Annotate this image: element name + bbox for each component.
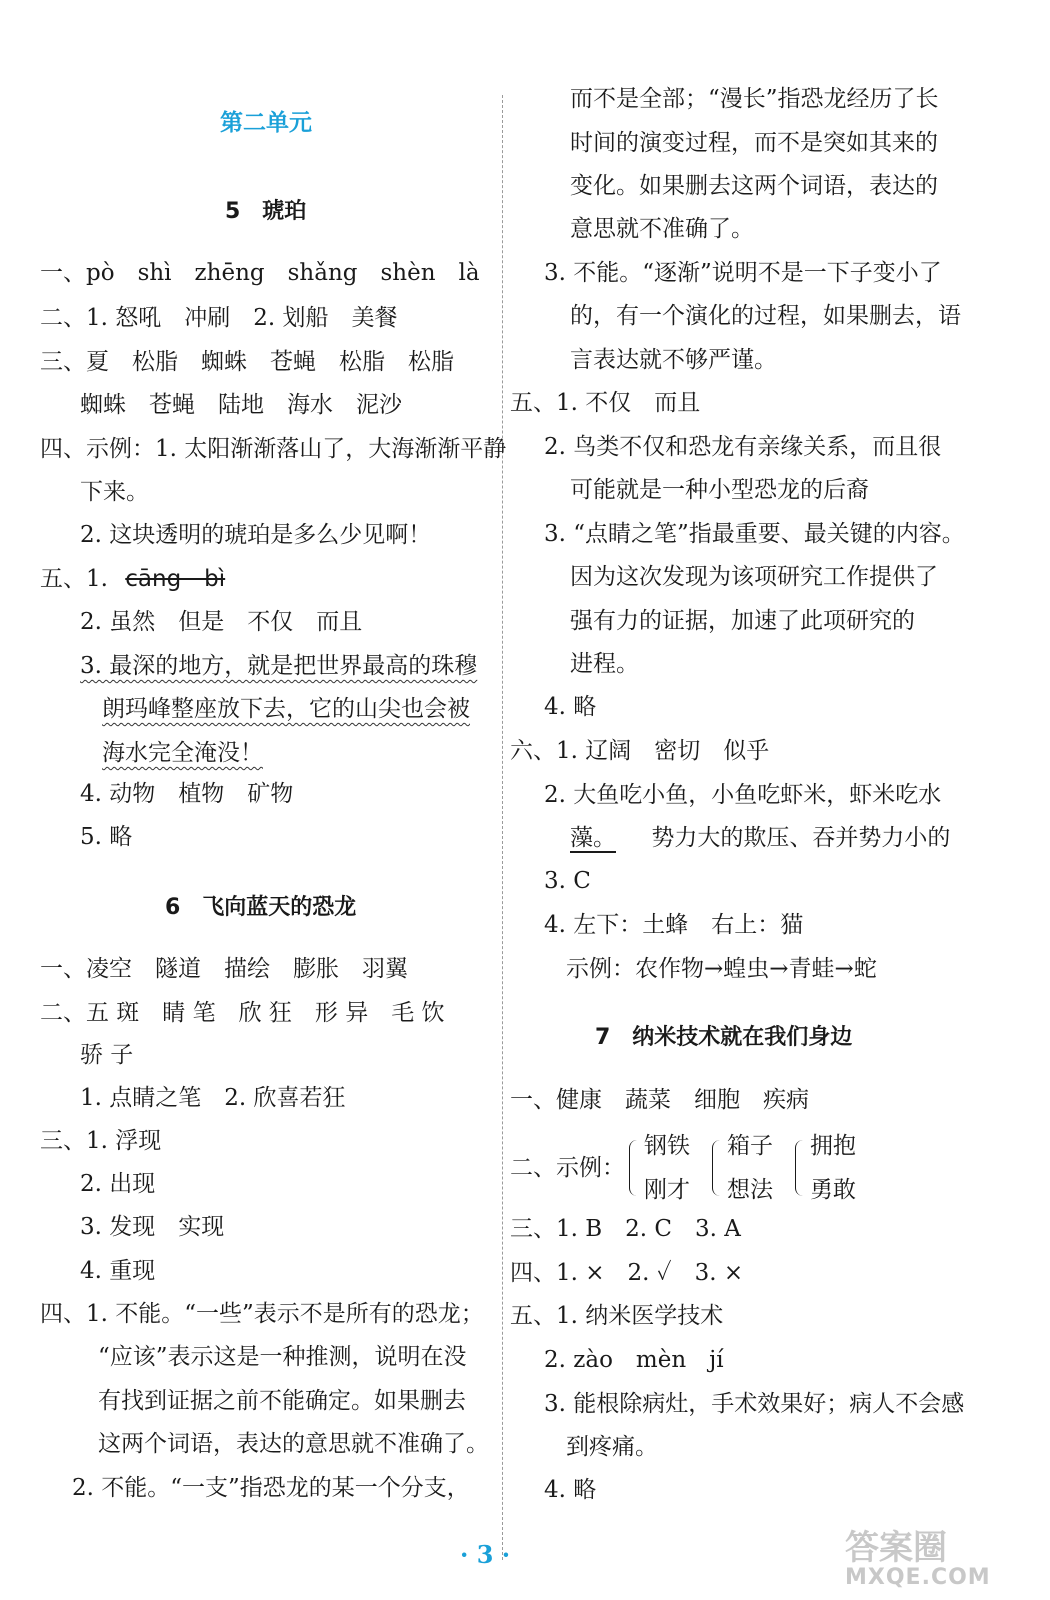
lesson6-title: 6 飞向蓝天的恐龙 xyxy=(165,895,357,920)
r-line21: 示例：农作物→蝗虫→青蛙→蛇 xyxy=(566,956,877,982)
l6-line9: 四、1. 不能。“一些”表示不是所有的恐龙； xyxy=(40,1301,484,1327)
lesson5-title: 5 琥珀 xyxy=(225,199,307,224)
l7-line7: 3. 能根除病灶，手术效果好；病人不会感 xyxy=(544,1391,965,1417)
r-line10: 可能就是一种小型恐龙的后裔 xyxy=(570,477,869,503)
r-line12: 因为这次发现为该项研究工作提供了 xyxy=(570,564,938,590)
pair2-top: 箱子 xyxy=(727,1133,773,1159)
l6-line8: 4. 重现 xyxy=(80,1258,156,1284)
l6-line7: 3. 发现 实现 xyxy=(80,1214,225,1240)
l7-example-label: 二、示例： xyxy=(510,1155,625,1181)
watermark-top: 答案圈 xyxy=(845,1528,947,1568)
pair2-bottom: 想法 xyxy=(727,1177,773,1203)
r-line18-answer: 势力大的欺压、吞并势力小的 xyxy=(651,825,951,851)
l5-line5: 四、示例：1. 太阳渐渐落山了，大海渐渐平静 xyxy=(40,436,507,462)
r-line9: 2. 鸟类不仅和恐龙有亲缘关系，而且很 xyxy=(544,434,942,460)
l7-line3: 三、1. B 2. C 3. A xyxy=(510,1216,741,1242)
l6-line4: 1. 点睛之笔 2. 欣喜若狂 xyxy=(80,1085,346,1111)
page-number: · 3 · xyxy=(460,1540,511,1569)
pair1-bottom: 刚才 xyxy=(644,1177,690,1203)
l5-line6: 下来。 xyxy=(80,479,149,505)
r-line13: 强有力的证据，加速了此项研究的 xyxy=(570,608,915,634)
brace-icon xyxy=(795,1140,806,1196)
pair3-bottom: 勇敢 xyxy=(810,1177,856,1203)
l6-line12: 这两个词语，表达的意思就不准确了。 xyxy=(98,1431,489,1457)
brace-icon xyxy=(629,1140,640,1196)
l5-line11: 朗玛峰整座放下去，它的山尖也会被 xyxy=(102,696,470,722)
l7-line9: 4. 略 xyxy=(544,1477,597,1503)
r-line18-underlined: 藻。 xyxy=(570,825,616,851)
lesson7-title: 7 纳米技术就在我们身边 xyxy=(595,1025,853,1050)
r-line4: 意思就不准确了。 xyxy=(570,216,754,242)
r-line20: 4. 左下：土蜂 右上：猫 xyxy=(544,912,804,938)
l6-line6: 2. 出现 xyxy=(80,1171,156,1197)
l5-line8 xyxy=(40,564,225,594)
l5-line8-label: 五、1. xyxy=(40,566,108,592)
pair3-top: 拥抱 xyxy=(810,1133,856,1159)
l6-line1: 一、凌空 隧道 描绘 膨胀 羽翼 xyxy=(40,956,408,982)
r-line16: 六、1. 辽阔 密切 似乎 xyxy=(510,738,770,764)
r-line5: 3. 不能。“逐渐”说明不是一下子变小了 xyxy=(544,260,942,286)
l5-line1: 一、pò shì zhēng shǎng shèn là xyxy=(40,260,480,286)
l5-line10: 3. 最深的地方，就是把世界最高的珠穆 xyxy=(80,653,478,679)
l5-line4: 蜘蛛 苍蝇 陆地 海水 泥沙 xyxy=(80,392,402,418)
l6-line2: 二、五 斑 睛 笔 欣 狂 形 异 毛 饮 xyxy=(40,1000,445,1026)
l5-line3: 三、夏 松脂 蜘蛛 苍蝇 松脂 松脂 xyxy=(40,349,454,375)
r-line15: 4. 略 xyxy=(544,694,597,720)
word-pair-3 xyxy=(810,1124,856,1212)
l7-line4: 四、1. × 2. ✓ 3. × xyxy=(510,1260,744,1286)
l6-line5: 三、1. 浮现 xyxy=(40,1128,162,1154)
l5-line8-pinyin: cāng bì xyxy=(125,566,226,592)
watermark-bottom: MXQE.COM xyxy=(845,1565,991,1590)
watermark-logo xyxy=(845,1530,991,1590)
l5-line14: 5. 略 xyxy=(80,824,133,850)
word-pair-2 xyxy=(727,1124,773,1212)
unit-title: 第二单元 xyxy=(220,110,312,136)
l7-line6: 2. zào mèn jí xyxy=(544,1347,724,1373)
l6-line13: 2. 不能。“一支”指恐龙的某一个分支， xyxy=(72,1475,470,1501)
r-line11: 3. “点睛之笔”指最重要、最关键的内容。 xyxy=(544,521,965,547)
r-line18 xyxy=(570,823,950,853)
r-line7: 言表达就不够严谨。 xyxy=(570,347,777,373)
l5-line2: 二、1. 怒吼 冲刷 2. 划船 美餐 xyxy=(40,305,398,331)
r-line6: 的，有一个演化的过程，如果删去，语 xyxy=(570,303,961,329)
l6-line3: 骄 子 xyxy=(80,1042,134,1068)
r-line14: 进程。 xyxy=(570,651,639,677)
r-line2: 时间的演变过程，而不是突如其来的 xyxy=(570,130,938,156)
brace-icon xyxy=(712,1140,723,1196)
r-line3: 变化。如果删去这两个词语，表达的 xyxy=(570,173,938,199)
r-line1: 而不是全部；“漫长”指恐龙经历了长 xyxy=(570,86,939,112)
l5-line7: 2. 这块透明的琥珀是多么少见啊！ xyxy=(80,522,432,548)
r-line19: 3. C xyxy=(544,868,591,894)
l7-line2 xyxy=(510,1124,856,1212)
l7-line1: 一、健康 蔬菜 细胞 疾病 xyxy=(510,1087,809,1113)
l5-line13: 4. 动物 植物 矿物 xyxy=(80,781,294,807)
l6-line11: 有找到证据之前不能确定。如果删去 xyxy=(98,1388,466,1414)
l7-line5: 五、1. 纳米医学技术 xyxy=(510,1303,724,1329)
r-line17: 2. 大鱼吃小鱼，小鱼吃虾米，虾米吃水 xyxy=(544,782,942,808)
l7-line8: 到疼痛。 xyxy=(566,1434,658,1460)
word-pair-1 xyxy=(644,1124,690,1212)
pair1-top: 钢铁 xyxy=(644,1133,690,1159)
l6-line10: “应该”表示这是一种推测，说明在没 xyxy=(98,1344,467,1370)
r-line8: 五、1. 不仅 而且 xyxy=(510,390,701,416)
column-divider xyxy=(502,95,503,1560)
l5-line9: 2. 虽然 但是 不仅 而且 xyxy=(80,609,363,635)
l5-line12: 海水完全淹没！ xyxy=(102,740,263,766)
